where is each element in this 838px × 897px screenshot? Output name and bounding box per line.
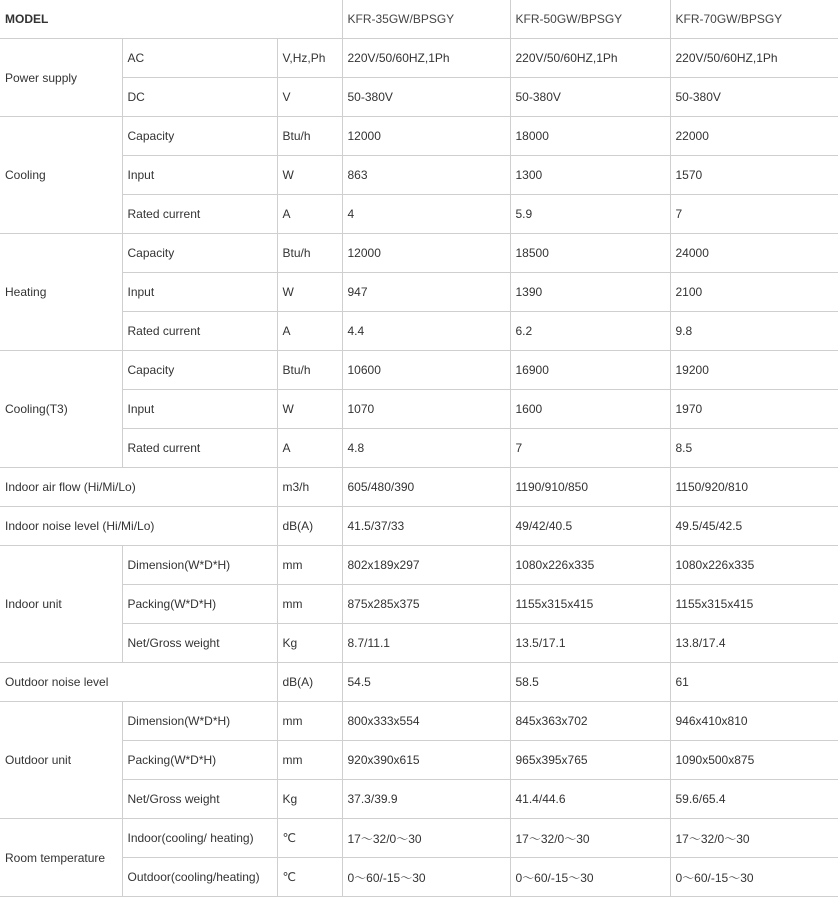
value-cell: 13.5/17.1 bbox=[510, 624, 670, 663]
value-cell: 8.7/11.1 bbox=[342, 624, 510, 663]
value-cell: 0～60/-15～30 bbox=[510, 858, 670, 897]
value-cell: 1090x500x875 bbox=[670, 741, 838, 780]
unit-cell: A bbox=[277, 195, 342, 234]
section-label: Indoor unit bbox=[0, 546, 122, 663]
unit-cell: A bbox=[277, 312, 342, 351]
value-cell: 37.3/39.9 bbox=[342, 780, 510, 819]
table-row bbox=[0, 858, 838, 897]
parameter-label: DC bbox=[122, 78, 277, 117]
unit-cell: Btu/h bbox=[277, 117, 342, 156]
parameter-label: Outdoor(cooling/heating) bbox=[122, 858, 277, 897]
section-label: Outdoor noise level bbox=[0, 663, 277, 702]
model-column-header: KFR-70GW/BPSGY bbox=[670, 0, 838, 39]
value-cell: 19200 bbox=[670, 351, 838, 390]
value-cell: 1080x226x335 bbox=[510, 546, 670, 585]
unit-cell: W bbox=[277, 273, 342, 312]
value-cell: 4.4 bbox=[342, 312, 510, 351]
value-cell: 1080x226x335 bbox=[670, 546, 838, 585]
table-row bbox=[0, 39, 838, 78]
table-row bbox=[0, 585, 838, 624]
model-label: MODEL bbox=[0, 0, 342, 39]
model-column-header: KFR-35GW/BPSGY bbox=[342, 0, 510, 39]
value-cell: 1570 bbox=[670, 156, 838, 195]
value-cell: 920x390x615 bbox=[342, 741, 510, 780]
value-cell: 7 bbox=[670, 195, 838, 234]
table-row bbox=[0, 273, 838, 312]
value-cell: 4.8 bbox=[342, 429, 510, 468]
parameter-label: Rated current bbox=[122, 312, 277, 351]
parameter-label: AC bbox=[122, 39, 277, 78]
value-cell: 605/480/390 bbox=[342, 468, 510, 507]
unit-cell: mm bbox=[277, 546, 342, 585]
value-cell: 50-380V bbox=[670, 78, 838, 117]
table-row bbox=[0, 351, 838, 390]
table-row bbox=[0, 819, 838, 858]
value-cell: 41.4/44.6 bbox=[510, 780, 670, 819]
value-cell: 59.6/65.4 bbox=[670, 780, 838, 819]
section-label: Room temperature bbox=[0, 819, 122, 897]
section-label: Cooling(T3) bbox=[0, 351, 122, 468]
parameter-label: Rated current bbox=[122, 429, 277, 468]
value-cell: 1155x315x415 bbox=[670, 585, 838, 624]
value-cell: 17～32/0～30 bbox=[670, 819, 838, 858]
value-cell: 875x285x375 bbox=[342, 585, 510, 624]
table-row bbox=[0, 546, 838, 585]
table-row bbox=[0, 78, 838, 117]
value-cell: 10600 bbox=[342, 351, 510, 390]
unit-cell: Kg bbox=[277, 624, 342, 663]
value-cell: 0～60/-15～30 bbox=[670, 858, 838, 897]
table-row bbox=[0, 156, 838, 195]
unit-cell: Kg bbox=[277, 780, 342, 819]
value-cell: 946x410x810 bbox=[670, 702, 838, 741]
unit-cell: V bbox=[277, 78, 342, 117]
table-row bbox=[0, 468, 838, 507]
value-cell: 16900 bbox=[510, 351, 670, 390]
value-cell: 12000 bbox=[342, 234, 510, 273]
table-header-row bbox=[0, 0, 838, 39]
value-cell: 220V/50/60HZ,1Ph bbox=[670, 39, 838, 78]
table-row bbox=[0, 741, 838, 780]
value-cell: 24000 bbox=[670, 234, 838, 273]
value-cell: 1070 bbox=[342, 390, 510, 429]
value-cell: 845x363x702 bbox=[510, 702, 670, 741]
unit-cell: Btu/h bbox=[277, 234, 342, 273]
value-cell: 1600 bbox=[510, 390, 670, 429]
value-cell: 7 bbox=[510, 429, 670, 468]
parameter-label: Capacity bbox=[122, 234, 277, 273]
parameter-label: Rated current bbox=[122, 195, 277, 234]
value-cell: 12000 bbox=[342, 117, 510, 156]
unit-cell: A bbox=[277, 429, 342, 468]
parameter-label: Indoor(cooling/ heating) bbox=[122, 819, 277, 858]
section-label: Cooling bbox=[0, 117, 122, 234]
unit-cell: dB(A) bbox=[277, 663, 342, 702]
value-cell: 49.5/45/42.5 bbox=[670, 507, 838, 546]
value-cell: 54.5 bbox=[342, 663, 510, 702]
parameter-label: Input bbox=[122, 273, 277, 312]
value-cell: 1150/920/810 bbox=[670, 468, 838, 507]
unit-cell: dB(A) bbox=[277, 507, 342, 546]
parameter-label: Capacity bbox=[122, 351, 277, 390]
table-row bbox=[0, 195, 838, 234]
value-cell: 800x333x554 bbox=[342, 702, 510, 741]
unit-cell: ℃ bbox=[277, 858, 342, 897]
value-cell: 50-380V bbox=[342, 78, 510, 117]
value-cell: 863 bbox=[342, 156, 510, 195]
value-cell: 41.5/37/33 bbox=[342, 507, 510, 546]
section-label: Indoor air flow (Hi/Mi/Lo) bbox=[0, 468, 277, 507]
value-cell: 0～60/-15～30 bbox=[342, 858, 510, 897]
value-cell: 965x395x765 bbox=[510, 741, 670, 780]
value-cell: 8.5 bbox=[670, 429, 838, 468]
value-cell: 17～32/0～30 bbox=[342, 819, 510, 858]
value-cell: 1155x315x415 bbox=[510, 585, 670, 624]
parameter-label: Dimension(W*D*H) bbox=[122, 702, 277, 741]
value-cell: 61 bbox=[670, 663, 838, 702]
parameter-label: Packing(W*D*H) bbox=[122, 741, 277, 780]
table-row bbox=[0, 663, 838, 702]
parameter-label: Net/Gross weight bbox=[122, 780, 277, 819]
value-cell: 17～32/0～30 bbox=[510, 819, 670, 858]
unit-cell: Btu/h bbox=[277, 351, 342, 390]
parameter-label: Net/Gross weight bbox=[122, 624, 277, 663]
value-cell: 802x189x297 bbox=[342, 546, 510, 585]
unit-cell: m3/h bbox=[277, 468, 342, 507]
parameter-label: Packing(W*D*H) bbox=[122, 585, 277, 624]
unit-cell: ℃ bbox=[277, 819, 342, 858]
value-cell: 50-380V bbox=[510, 78, 670, 117]
parameter-label: Input bbox=[122, 390, 277, 429]
table-row bbox=[0, 624, 838, 663]
value-cell: 4 bbox=[342, 195, 510, 234]
unit-cell: W bbox=[277, 156, 342, 195]
value-cell: 58.5 bbox=[510, 663, 670, 702]
model-column-header: KFR-50GW/BPSGY bbox=[510, 0, 670, 39]
table-row bbox=[0, 234, 838, 273]
value-cell: 22000 bbox=[670, 117, 838, 156]
unit-cell: V,Hz,Ph bbox=[277, 39, 342, 78]
parameter-label: Dimension(W*D*H) bbox=[122, 546, 277, 585]
section-label: Indoor noise level (Hi/Mi/Lo) bbox=[0, 507, 277, 546]
unit-cell: mm bbox=[277, 585, 342, 624]
table-row bbox=[0, 312, 838, 351]
section-label: Outdoor unit bbox=[0, 702, 122, 819]
value-cell: 1970 bbox=[670, 390, 838, 429]
value-cell: 1390 bbox=[510, 273, 670, 312]
table-row bbox=[0, 702, 838, 741]
parameter-label: Input bbox=[122, 156, 277, 195]
value-cell: 49/42/40.5 bbox=[510, 507, 670, 546]
value-cell: 1190/910/850 bbox=[510, 468, 670, 507]
value-cell: 220V/50/60HZ,1Ph bbox=[510, 39, 670, 78]
value-cell: 18000 bbox=[510, 117, 670, 156]
unit-cell: mm bbox=[277, 702, 342, 741]
parameter-label: Capacity bbox=[122, 117, 277, 156]
table-row bbox=[0, 507, 838, 546]
table-row bbox=[0, 390, 838, 429]
value-cell: 1300 bbox=[510, 156, 670, 195]
unit-cell: mm bbox=[277, 741, 342, 780]
value-cell: 9.8 bbox=[670, 312, 838, 351]
value-cell: 13.8/17.4 bbox=[670, 624, 838, 663]
value-cell: 18500 bbox=[510, 234, 670, 273]
value-cell: 2100 bbox=[670, 273, 838, 312]
section-label: Heating bbox=[0, 234, 122, 351]
value-cell: 947 bbox=[342, 273, 510, 312]
value-cell: 5.9 bbox=[510, 195, 670, 234]
table-row bbox=[0, 429, 838, 468]
unit-cell: W bbox=[277, 390, 342, 429]
table-row bbox=[0, 117, 838, 156]
value-cell: 6.2 bbox=[510, 312, 670, 351]
table-row bbox=[0, 780, 838, 819]
section-label: Power supply bbox=[0, 39, 122, 117]
value-cell: 220V/50/60HZ,1Ph bbox=[342, 39, 510, 78]
